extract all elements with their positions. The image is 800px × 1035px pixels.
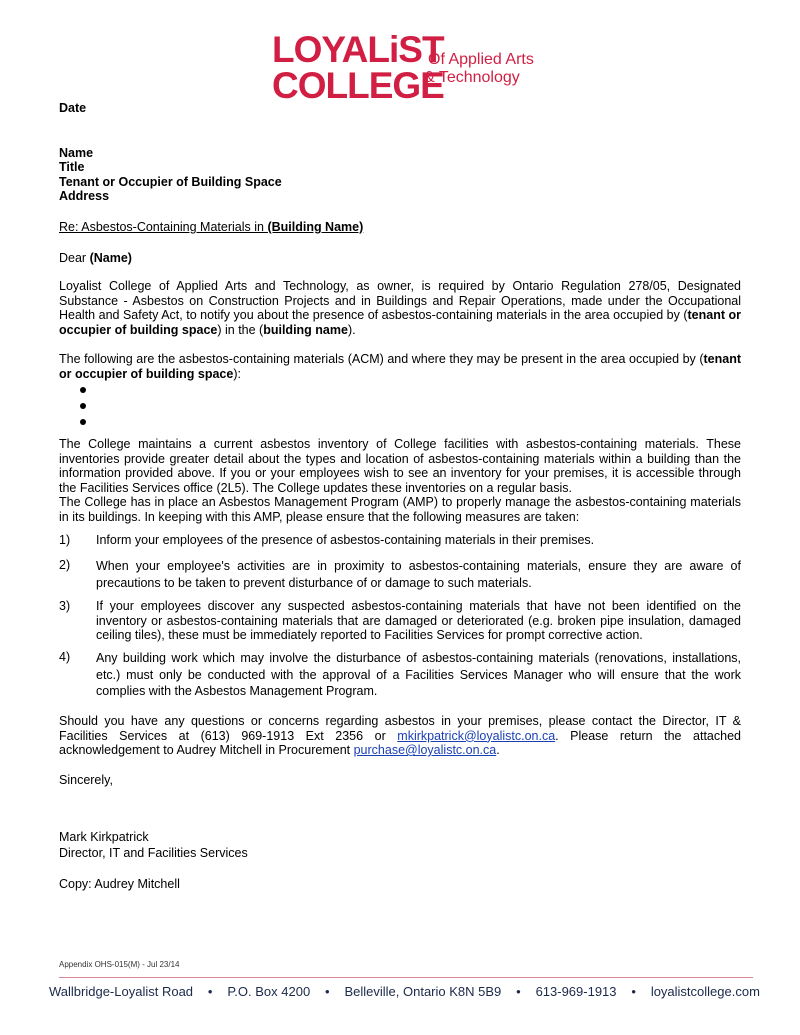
logo-tagline-1: Of Applied Arts bbox=[428, 51, 534, 68]
signer-title: Director, IT and Facilities Services bbox=[59, 846, 248, 860]
measure-text: Any building work which may involve the disturbance of asbestos-containing materials (renovations, installations, etc.) must only be conducted with the approval of a Facilities Services Manager who will ensure that the work complies with the Asbestos Management Program. bbox=[96, 651, 741, 698]
para1-tenant: tenant or occupier of building space bbox=[59, 308, 741, 337]
paragraph-notice bbox=[59, 279, 741, 337]
bullet-2 bbox=[80, 403, 88, 411]
footer-separator: • bbox=[207, 984, 213, 999]
paragraph-acm-list-intro bbox=[59, 352, 741, 381]
footer-road: Wallbridge-Loyalist Road bbox=[49, 984, 194, 999]
footer-separator: • bbox=[516, 984, 521, 999]
director-email-link[interactable]: mkirkpatrick@loyalistc.on.ca bbox=[397, 728, 556, 743]
date-line: Date bbox=[59, 101, 87, 115]
college-logo bbox=[272, 29, 537, 106]
appendix-reference: Appendix OHS-015(M) - Jul 23/14 bbox=[59, 960, 180, 969]
para5-text3: . bbox=[496, 743, 500, 758]
paragraph-amp: The College has in place an Asbestos Management Program (AMP) to properly manage the asbestos-containing materials in its buildings. In keeping with this AMP, please ensure that the following measures are taken: bbox=[59, 495, 741, 524]
footer-phone: 613-969-1913 bbox=[535, 984, 617, 999]
para1-building: building name bbox=[263, 322, 348, 337]
recipient-address: Address bbox=[59, 189, 110, 203]
bullet-3 bbox=[80, 419, 88, 427]
subject-building: (Building Name) bbox=[267, 220, 364, 234]
signer-name: Mark Kirkpatrick bbox=[59, 830, 149, 844]
footer-separator: • bbox=[325, 984, 330, 999]
para1-end: ). bbox=[347, 322, 356, 337]
paragraph-inventory: The College maintains a current asbestos inventory of College facilities with asbestos-containing materials. These inventories provide greater detail about the types and location of asbestos-containing materials within a building than the information provided above. If you or your employees wish to see an inventory for your premises, it is accessible through the Facilities Services office (2L5). The College updates these inventories on a regular basis. bbox=[59, 437, 741, 495]
recipient-name: Name bbox=[59, 146, 94, 160]
para1-text: Loyalist College of Applied Arts and Technology, as owner, is required by Ontario Regulation 278/05, Designated Substance - Asbestos on Construction Projects and in Buildings and Repair Operations, made under the Occupational Health and Safety Act, to notify you about the presence of asbestos-containing materials in the area occupied by ( bbox=[59, 279, 741, 323]
measure-text: When your employee's activities are in proximity to asbestos-containing materials, ensure they are aware of precautions to be taken to prevent disturbance of or damage to such materials. bbox=[96, 559, 741, 590]
procurement-email-link[interactable]: purchase@loyalistc.on.ca bbox=[353, 743, 497, 758]
logo-line-2: COLLEGE bbox=[272, 65, 444, 106]
footer-separator: • bbox=[631, 984, 636, 999]
measure-number: 3) bbox=[59, 599, 71, 613]
footer-city: Belleville, Ontario K8N 5B9 bbox=[344, 984, 502, 999]
para5-text2: . Please return the attached acknowledgement to Audrey Mitchell in Procurement bbox=[59, 728, 741, 758]
logo-tagline-2: & Technology bbox=[424, 69, 520, 86]
recipient-title: Title bbox=[59, 160, 85, 174]
subject-prefix: Re: Asbestos-Containing Materials in bbox=[59, 220, 268, 234]
footer-po-box: P.O. Box 4200 bbox=[227, 984, 311, 999]
closing: Sincerely, bbox=[59, 773, 113, 787]
para2-tenant: tenant or occupier of building space bbox=[59, 352, 741, 381]
para2-text: The following are the asbestos-containing materials (ACM) and where they may be present in the area occupied by ( bbox=[59, 352, 704, 366]
measure-number: 1) bbox=[59, 533, 71, 547]
para5-text1: Should you have any questions or concerns regarding asbestos in your premises, please contact the Director, IT & Facilities Services at (613) 969-1913 Ext 2356 or bbox=[59, 714, 741, 743]
measure-text: Inform your employees of the presence of asbestos-containing materials in their premises. bbox=[96, 533, 595, 547]
salutation-name: (Name) bbox=[89, 251, 132, 265]
measure-text: If your employees discover any suspected asbestos-containing materials that have not been identified on the inventory or asbestos-containing materials that are damaged or deteriorated (e.g. broken pipe insulation, damaged ceiling tiles), these must be immediately reported to Facilities Services for prompt corrective action. bbox=[96, 599, 741, 643]
para1-mid: ) in the ( bbox=[217, 322, 264, 337]
logo-line-1: LOYALiST bbox=[272, 29, 444, 70]
subject-line bbox=[59, 220, 363, 235]
footer-address-bar bbox=[49, 984, 760, 999]
footer-website: loyalistcollege.com bbox=[650, 984, 760, 999]
recipient-tenant: Tenant or Occupier of Building Space bbox=[59, 175, 282, 189]
paragraph-contact bbox=[59, 714, 741, 758]
salutation-dear: Dear bbox=[59, 251, 90, 265]
bullet-1 bbox=[80, 387, 88, 395]
para2-end: ): bbox=[233, 366, 241, 381]
footer-divider bbox=[59, 977, 753, 978]
salutation bbox=[59, 251, 132, 266]
copy-line: Copy: Audrey Mitchell bbox=[59, 877, 180, 891]
measure-number: 2) bbox=[59, 558, 71, 572]
measure-number: 4) bbox=[59, 650, 71, 664]
